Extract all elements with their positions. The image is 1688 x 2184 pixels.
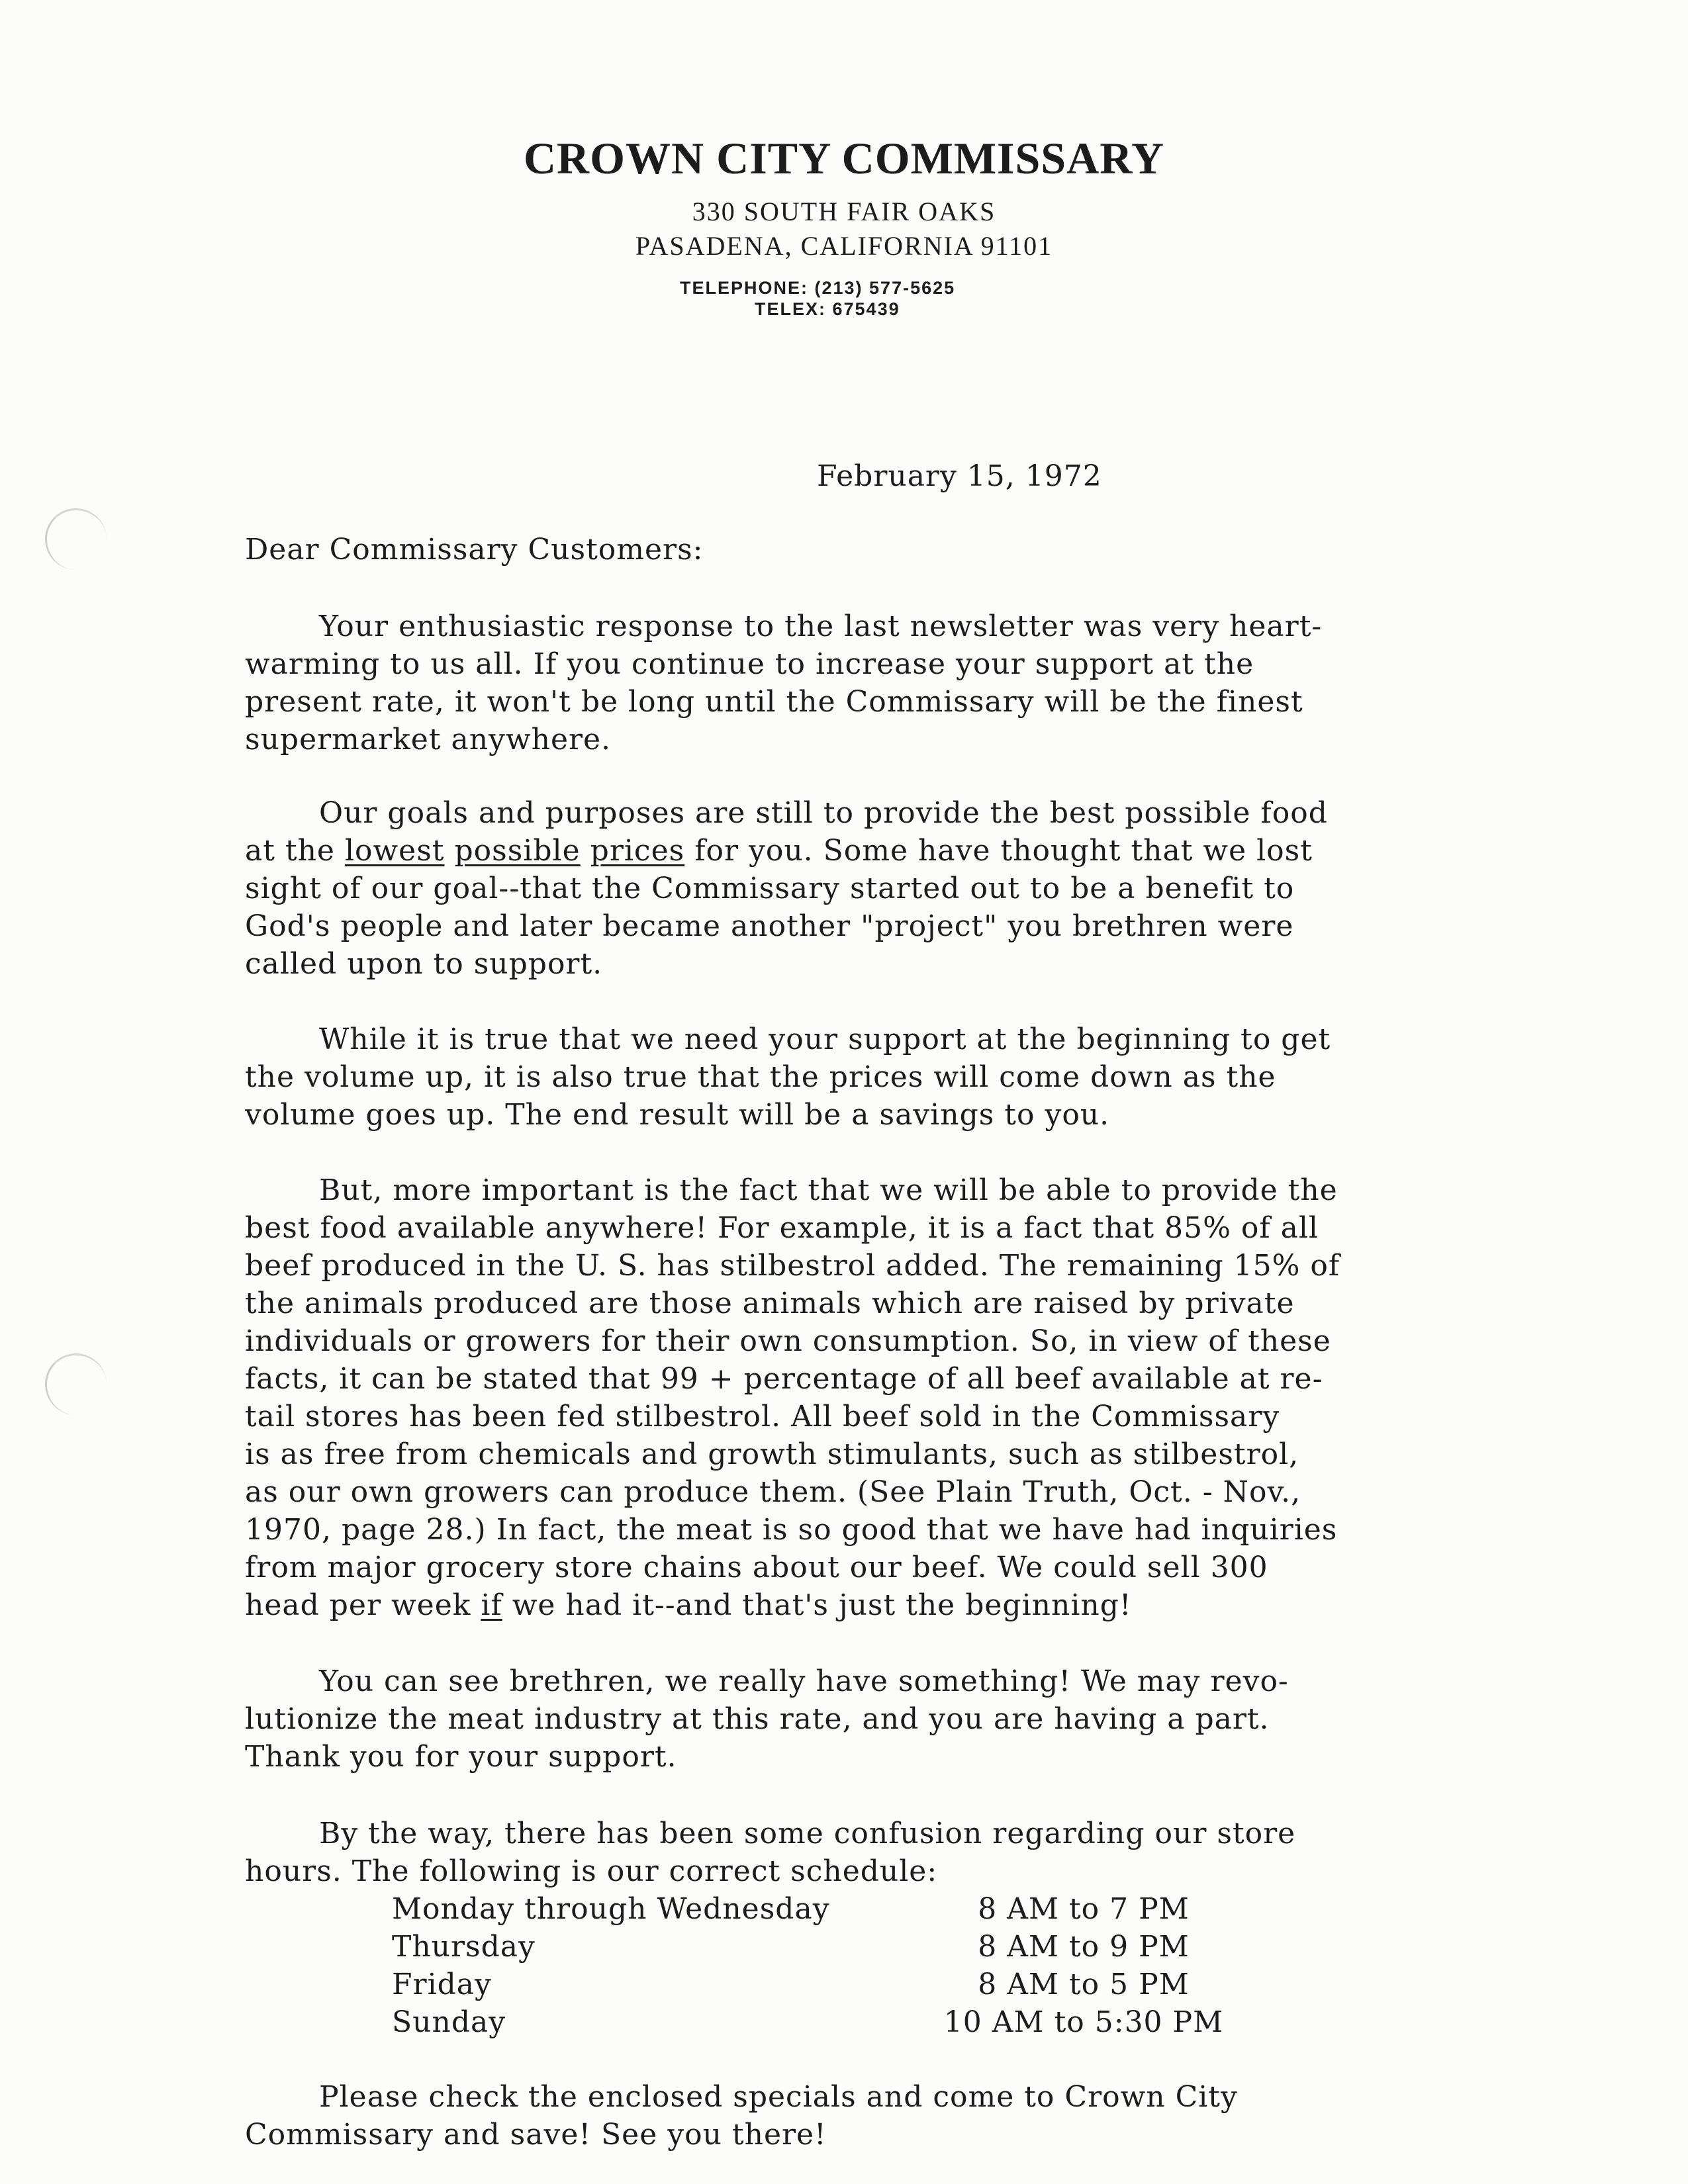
schedule-day: Sunday <box>392 2005 506 2039</box>
text-line: sight of our goal--that the Commissary started out to be a benefit to <box>245 872 1295 905</box>
schedule-row <box>392 1966 1239 2003</box>
schedule-day: Thursday <box>392 1930 536 1964</box>
paragraph-7 <box>245 2078 1456 2154</box>
text-line: called upon to support. <box>245 947 603 981</box>
text-line: Thank you for your support. <box>245 1740 677 1774</box>
paragraph-5 <box>245 1662 1456 1776</box>
text-line: But, more important is the fact that we will be able to provide the <box>319 1173 1338 1207</box>
schedule-row <box>392 2003 1239 2041</box>
text-line: warming to us all. If you continue to increase your support at the <box>245 647 1254 681</box>
schedule-hours: 8 AM to 9 PM <box>978 1930 1190 1964</box>
text-line: hours. The following is our correct schedule: <box>245 1854 938 1888</box>
salutation: Dear Commissary Customers: <box>245 533 704 567</box>
schedule-hours: 10 AM to 5:30 PM <box>943 2005 1224 2039</box>
text-fragment: head per week <box>245 1588 481 1622</box>
text-line: is as free from chemicals and growth stimulants, such as stilbestrol, <box>245 1437 1299 1471</box>
letter-date: February 15, 1972 <box>817 459 1102 493</box>
address-line-2: PASADENA, CALIFORNIA 91101 <box>635 231 1053 261</box>
text-line: By the way, there has been some confusion regarding our store <box>319 1817 1296 1850</box>
text-line: best food available anywhere! For example, it is a fact that 85% of all <box>245 1211 1319 1245</box>
schedule-day: Friday <box>392 1968 492 2001</box>
company-name: CROWN CITY COMMISSARY <box>523 133 1165 183</box>
schedule-row <box>392 1928 1239 1966</box>
text-line: 1970, page 28.) In fact, the meat is so good that we have had inquiries <box>245 1513 1338 1547</box>
paragraph-4 <box>245 1171 1456 1624</box>
text-fragment: for you. Some have thought that we lost <box>684 834 1313 868</box>
text-line <box>245 832 1456 870</box>
paragraph-2 <box>245 794 1456 983</box>
text-line: as our own growers can produce them. (See Plain Truth, Oct. - Nov., <box>245 1475 1301 1509</box>
schedule-row <box>392 1890 1239 1928</box>
paragraph-6 <box>245 1815 1456 1890</box>
telephone: TELEPHONE: (213) 577-5625 <box>680 278 956 298</box>
underlined-word: lowest <box>344 834 445 868</box>
text-line: individuals or growers for their own consumption. So, in view of these <box>245 1324 1331 1358</box>
text-line: tail stores has been fed stilbestrol. All beef sold in the Commissary <box>245 1400 1280 1433</box>
text-line: the volume up, it is also true that the prices will come down as the <box>245 1060 1276 1094</box>
text-line: God's people and later became another "project" you brethren were <box>245 909 1294 943</box>
text-line: While it is true that we need your support at the beginning to get <box>319 1023 1331 1056</box>
text-line <box>245 1586 1456 1624</box>
text-line: Our goals and purposes are still to provide the best possible food <box>319 796 1328 830</box>
punch-hole-top <box>45 508 107 570</box>
text-line: the animals produced are those animals which are raised by private <box>245 1287 1295 1320</box>
address-line-1: 330 SOUTH FAIR OAKS <box>692 197 996 226</box>
underlined-word: possible <box>454 834 581 868</box>
text-line: Please check the enclosed specials and come to Crown City <box>319 2080 1238 2114</box>
store-hours-schedule <box>392 1890 1239 2041</box>
text-fragment: at the <box>245 834 345 868</box>
text-line: present rate, it won't be long until the Commissary will be the finest <box>245 685 1303 719</box>
text-line: volume goes up. The end result will be a savings to you. <box>245 1098 1110 1132</box>
text-line: from major grocery store chains about our beef. We could sell 300 <box>245 1551 1268 1584</box>
text-line: lutionize the meat industry at this rate, and you are having a part. <box>245 1702 1270 1736</box>
text-line: Your enthusiastic response to the last newsletter was very heart- <box>319 610 1323 643</box>
schedule-hours: 8 AM to 7 PM <box>978 1892 1190 1926</box>
text-line: supermarket anywhere. <box>245 723 612 756</box>
paragraph-3 <box>245 1021 1456 1134</box>
telex: TELEX: 675439 <box>755 299 900 319</box>
punch-hole-bottom <box>45 1353 107 1415</box>
text-line: beef produced in the U. S. has stilbestrol added. The remaining 15% of <box>245 1249 1340 1283</box>
text-fragment: we had it--and that's just the beginning! <box>502 1588 1132 1622</box>
schedule-hours: 8 AM to 5 PM <box>978 1968 1190 2001</box>
text-line: Commissary and save! See you there! <box>245 2118 827 2152</box>
paragraph-1 <box>245 608 1456 758</box>
schedule-day: Monday through Wednesday <box>392 1892 830 1926</box>
underlined-word: if <box>481 1588 502 1622</box>
text-line: facts, it can be stated that 99 + percentage of all beef available at re- <box>245 1362 1323 1396</box>
text-line: You can see brethren, we really have something! We may revo- <box>319 1664 1289 1698</box>
underlined-word: prices <box>590 834 685 868</box>
